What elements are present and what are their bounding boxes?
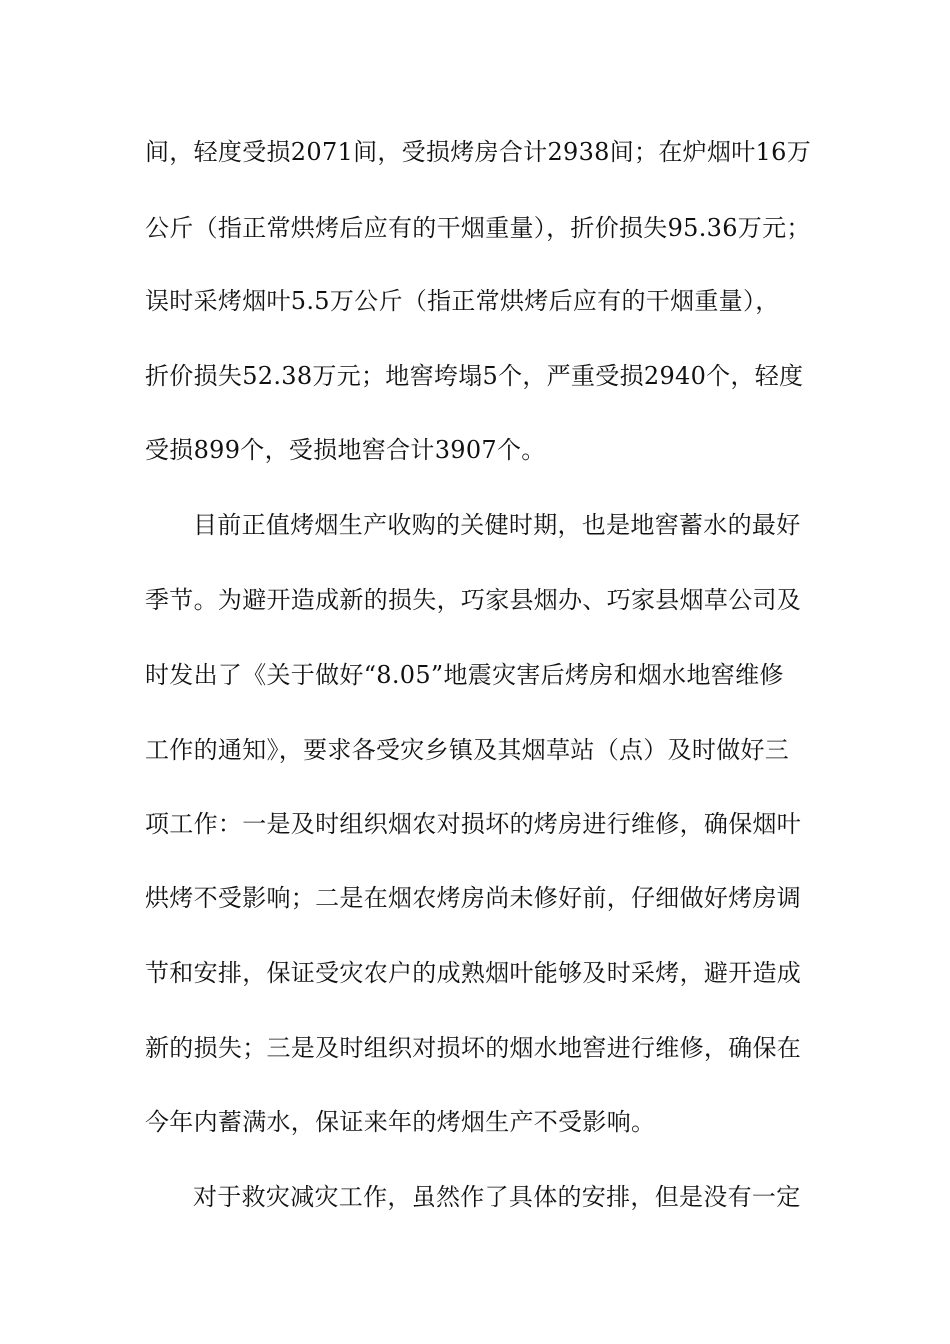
paragraph-3-line-1: 对于救灾减灾工作，虽然作了具体的安排，但是没有一定 [193,1183,801,1211]
paragraph-2-line-5: 项工作：一是及时组织烟农对损坏的烤房进行维修，确保烟叶 [145,810,802,838]
paragraph-2-line-9: 今年内蓄满水，保证来年的烤烟生产不受影响。 [145,1108,656,1136]
paragraph-1-line-1: 间，轻度受损2071间，受损烤房合计2938间；在炉烟叶16万 [145,138,811,166]
paragraph-2-line-8: 新的损失；三是及时组织对损坏的烟水地窖进行维修，确保在 [145,1034,802,1062]
paragraph-2-line-1: 目前正值烤烟生产收购的关健时期，也是地窖蓄水的最好 [193,511,801,539]
paragraph-2-line-7: 节和安排，保证受灾农户的成熟烟叶能够及时采烤，避开造成 [145,959,802,987]
paragraph-1-line-4: 折价损失52.38万元；地窖垮塌5个，严重受损2940个，轻度 [145,362,804,390]
paragraph-2-line-2: 季节。为避开造成新的损失，巧家县烟办、巧家县烟草公司及 [145,586,802,614]
paragraph-1-line-3: 误时采烤烟叶5.5万公斤（指正常烘烤后应有的干烟重量）， [145,287,780,315]
paragraph-2-line-3: 时发出了《关于做好“8.05”地震灾害后烤房和烟水地窖维修 [145,661,784,689]
paragraph-2-line-6: 烘烤不受影响；二是在烟农烤房尚未修好前，仔细做好烤房调 [145,884,802,912]
paragraph-1-line-5: 受损899个，受损地窖合计3907个。 [145,436,546,464]
paragraph-1-line-2: 公斤（指正常烘烤后应有的干烟重量），折价损失95.36万元； [145,214,811,242]
paragraph-2-line-4: 工作的通知》，要求各受灾乡镇及其烟草站（点）及时做好三 [145,736,790,764]
